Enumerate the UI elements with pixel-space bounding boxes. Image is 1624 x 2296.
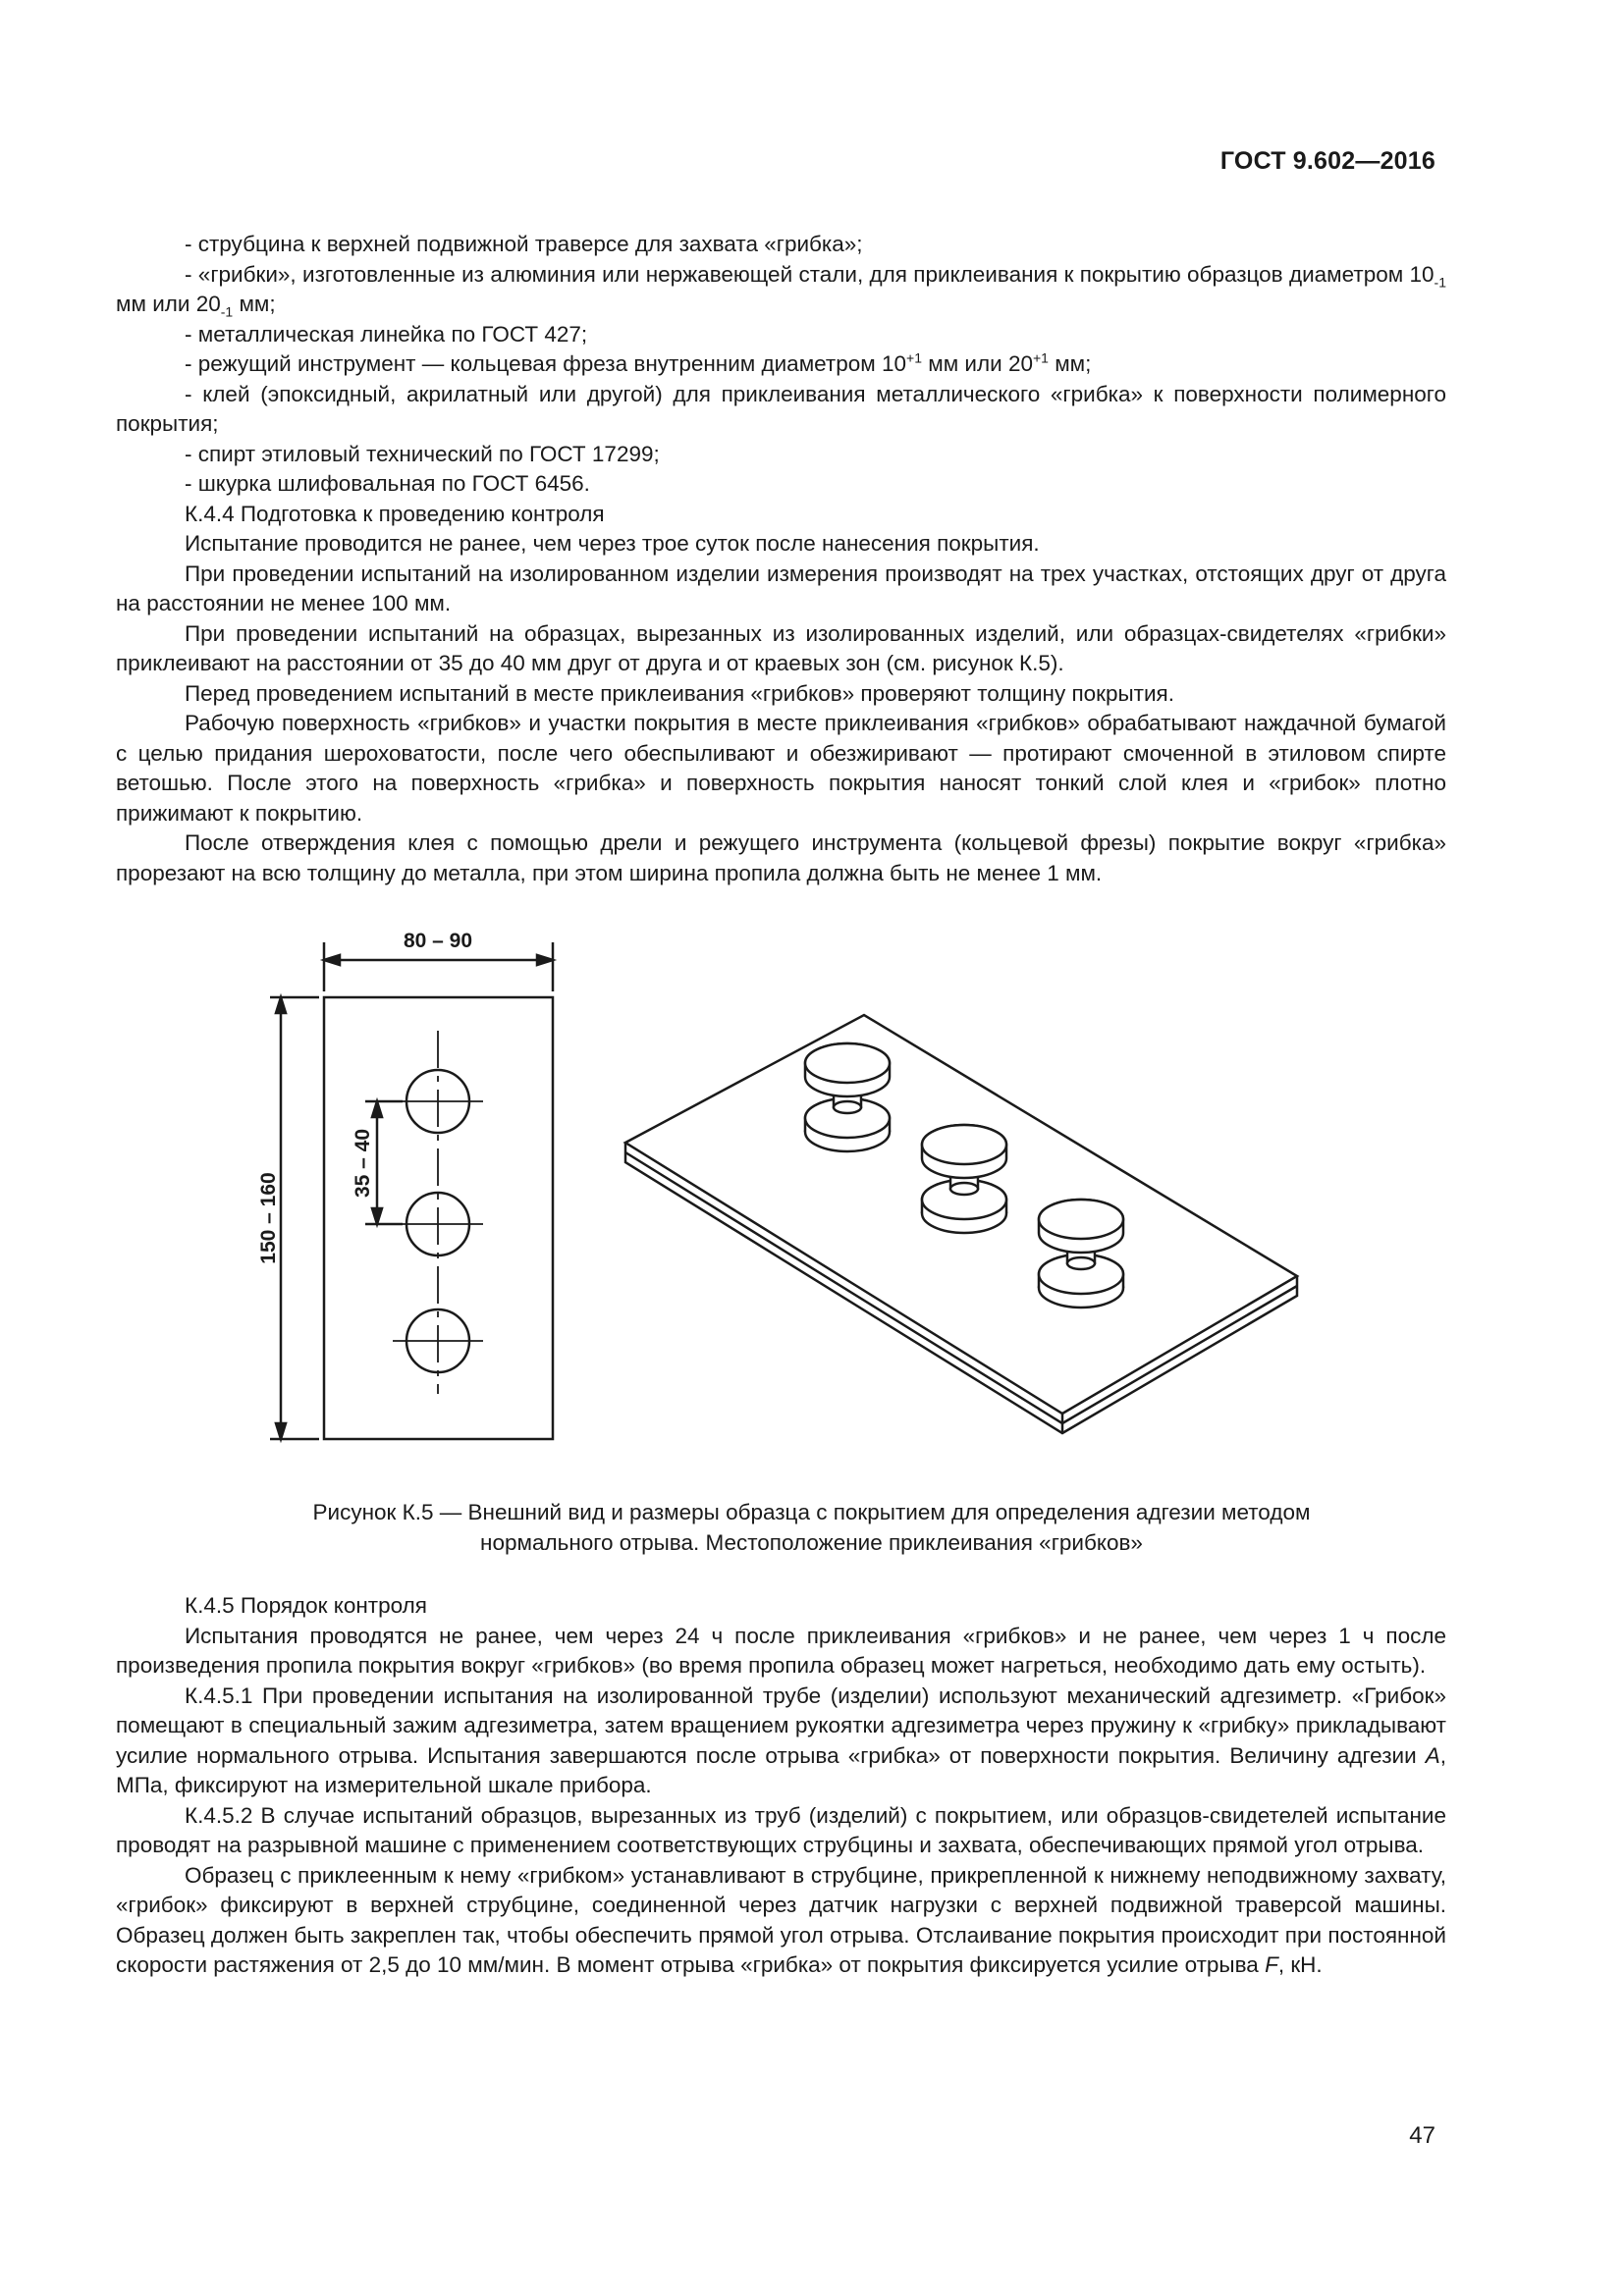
list-item: - клей (эпоксидный, акрилатный или другой) для приклеивания металлического «грибка» к поверхности полимерного покрытия;	[116, 381, 1446, 436]
list-item: - спирт этиловый технический по ГОСТ 17299;	[185, 441, 660, 466]
paragraph: Перед проведением испытаний в месте приклеивания «грибков» проверяют толщину покрытия.	[185, 680, 1174, 706]
list-item: - «грибки», изготовленные из алюминия или нержавеющей стали, для приклеивания к покрытию образцов диаметром $10_{-1}$ мм или $20_{-1}$ мм;	[116, 261, 1446, 320]
list-item: - металлическая линейка по ГОСТ 427;	[185, 321, 588, 347]
bottom-text-block	[116, 1591, 1446, 1981]
page-number: 47	[1409, 2122, 1435, 2149]
dim-width-label: 80 – 90	[403, 930, 473, 952]
list-item: - режущий инструмент — кольцевая фреза внутренним диаметром $10^{+1}$ мм или $20^{+1}$ мм;	[185, 349, 1092, 376]
paragraph: При проведении испытаний на изолированном изделии измерения производят на трех участках, отстоящих друг от друга на расстоянии не менее 100 мм.	[116, 561, 1446, 615]
paragraph: К.4.5.2 В случае испытаний образцов, вырезанных из труб (изделий) с покрытием, или образцов-свидетелей испытание проводят на разрывной машине с применением соответствующих струбцины и захвата, обеспечивающих прямой угол отрыва.	[116, 1802, 1446, 1857]
figure-caption	[116, 1497, 1507, 1558]
paragraph: К.4.5.1 При проведении испытания на изолированной трубе (изделии) используют механический адгезиметр. «Грибок» помещают в специальный зажим адгезиметра, затем вращением рукоятки адгезиметра через пружину к «грибку» прикладывают усилие нормального отрыва. Испытания завершаются после отрыва «грибка» от поверхности покрытия. Величину адгезии А, МПа, фиксируют на измерительной шкале прибора.	[116, 1682, 1446, 1797]
dim-height-label: 150 – 160	[257, 1172, 280, 1264]
paragraph: При проведении испытаний на образцах, вырезанных из изолированных изделий, или образцах-свидетелях «грибки» приклеивают на расстоянии от 35 до 40 мм друг от друга и от краевых зон (см. рисунок К.5).	[116, 620, 1446, 675]
paragraph: Испытание проводится не ранее, чем через трое суток после нанесения покрытия.	[185, 531, 1040, 556]
section-heading: К.4.5 Порядок контроля	[185, 1593, 427, 1618]
dim-spacing-label: 35 – 40	[352, 1128, 374, 1199]
list-item: - струбцина к верхней подвижной траверсе для захвата «грибка»;	[185, 232, 863, 256]
list-item: - шкурка шлифовальная по ГОСТ 6456.	[185, 471, 590, 496]
isometric-view-drawing	[625, 1015, 1297, 1433]
paragraph: Рабочую поверхность «грибков» и участки покрытия в месте приклеивания «грибков» обрабатывают наждачной бумагой с целью придания шероховатости, после чего обеспыливают и обезжиривают — протирают смоченной в этиловом спирте ветошью. После этого на поверхность «грибка» и поверхность покрытия наносят тонкий слой клея и «грибок» плотно прижимают к покрытию.	[116, 711, 1446, 826]
section-heading: К.4.4 Подготовка к проведению контроля	[185, 501, 605, 526]
plan-view-drawing	[270, 942, 553, 1439]
caption-line: Рисунок К.5 — Внешний вид и размеры образца с покрытием для определения адгезии методом	[312, 1500, 1311, 1524]
document-header: ГОСТ 9.602—2016	[1219, 147, 1435, 175]
paragraph: Испытания проводятся не ранее, чем через 24 ч после приклеивания «грибков» и не ранее, чем через 1 ч после произведения пропила покрытия вокруг «грибков» (во время пропила образец может нагреться, необходимо дать ему остыть).	[116, 1623, 1446, 1678]
paragraph: После отверждения клея с помощью дрели и режущего инструмента (кольцевой фрезы) покрытие вокруг «грибка» прорезают на всю толщину до металла, при этом ширина пропила должна быть не менее 1 мм.	[116, 830, 1446, 885]
caption-line: нормального отрыва. Местоположение приклеивания «грибков»	[480, 1530, 1143, 1555]
paragraph: Образец с приклеенным к нему «грибком» устанавливают в струбцине, прикрепленной к нижнему неподвижному захвату, «грибок» фиксируют в верхней струбцине, соединенной через датчик нагрузки с верхней подвижной траверсой машины. Образец должен быть закреплен так, чтобы обеспечить прямой угол отрыва. Отслаивание покрытия происходит при постоянной скорости растяжения от 2,5 до 10 мм/мин. В момент отрыва «грибка» от покрытия фиксируется усилие отрыва F, кН.	[116, 1862, 1446, 1977]
